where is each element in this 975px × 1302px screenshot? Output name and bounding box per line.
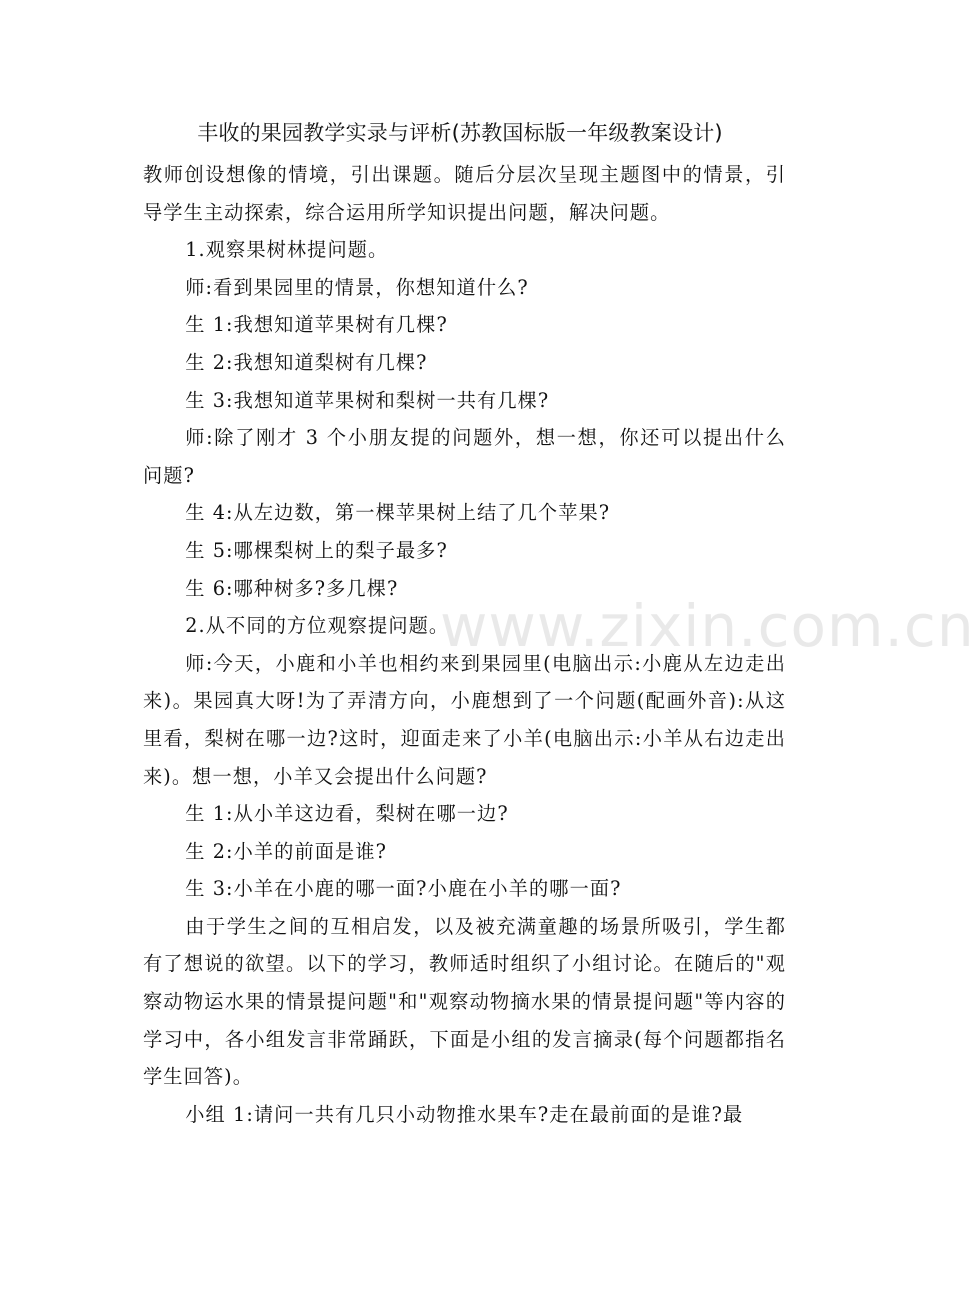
watermark: www.zixin.com.cn (440, 592, 975, 660)
paragraph: 教师创设想像的情境，引出课题。随后分层次呈现主题图中的情景，引导学生主动探索，综合运用所学知识提出问题，解决问题。 (143, 163, 786, 224)
paragraph: 生 1:我想知道苹果树有几棵? (185, 313, 448, 337)
paragraph: 师:看到果园里的情景，你想知道什么? (185, 275, 529, 299)
paragraph: 生 2:我想知道梨树有几棵? (185, 350, 428, 374)
document-title: 丰收的果园教学实录与评析(苏教国标版一年级教案设计) (197, 121, 723, 145)
paragraph: 生 1:从小羊这边看，梨树在哪一边? (185, 802, 509, 826)
paragraph: 由于学生之间的互相启发，以及被充满童趣的场景所吸引，学生都有了想说的欲望。以下的学习，教师适时组织了小组讨论。在随后的"观察动物运水果的情景提问题"和"观察动物摘水果的情景提问题"等内容的学习中，各小组发言非常踊跃，下面是小组的发言摘录(每个问题都指名学生回答)。 (143, 914, 786, 1089)
paragraph: 生 4:从左边数，第一棵苹果树上结了几个苹果? (185, 501, 611, 525)
paragraph: 生 3:小羊在小鹿的哪一面?小鹿在小羊的哪一面? (185, 877, 622, 901)
paragraph: 小组 1:请问一共有几只小动物推水果车?走在最前面的是谁?最 (185, 1102, 744, 1126)
paragraph: 1.观察果树林提问题。 (185, 238, 389, 262)
paragraph: 师:今天，小鹿和小羊也相约来到果园里(电脑出示:小鹿从左边走出来)。果园真大呀!为了弄清方向，小鹿想到了一个问题(配画外音):从这里看，梨树在哪一边?这时，迎面走来了小羊(电脑出示:小羊从右边走出来)。想一想，小羊又会提出什么问题? (143, 651, 786, 788)
paragraph: 师:除了刚才 3 个小朋友提的问题外，想一想，你还可以提出什么问题? (143, 426, 786, 487)
paragraph: 生 3:我想知道苹果树和梨树一共有几棵? (185, 388, 550, 412)
paragraph: 生 6:哪种树多?多几棵? (185, 576, 399, 600)
paragraph: 生 5:哪棵梨树上的梨子最多? (185, 538, 448, 562)
document-body (143, 156, 786, 1133)
paragraph: 生 2:小羊的前面是谁? (185, 839, 387, 863)
paragraph: 2.从不同的方位观察提问题。 (185, 614, 450, 638)
